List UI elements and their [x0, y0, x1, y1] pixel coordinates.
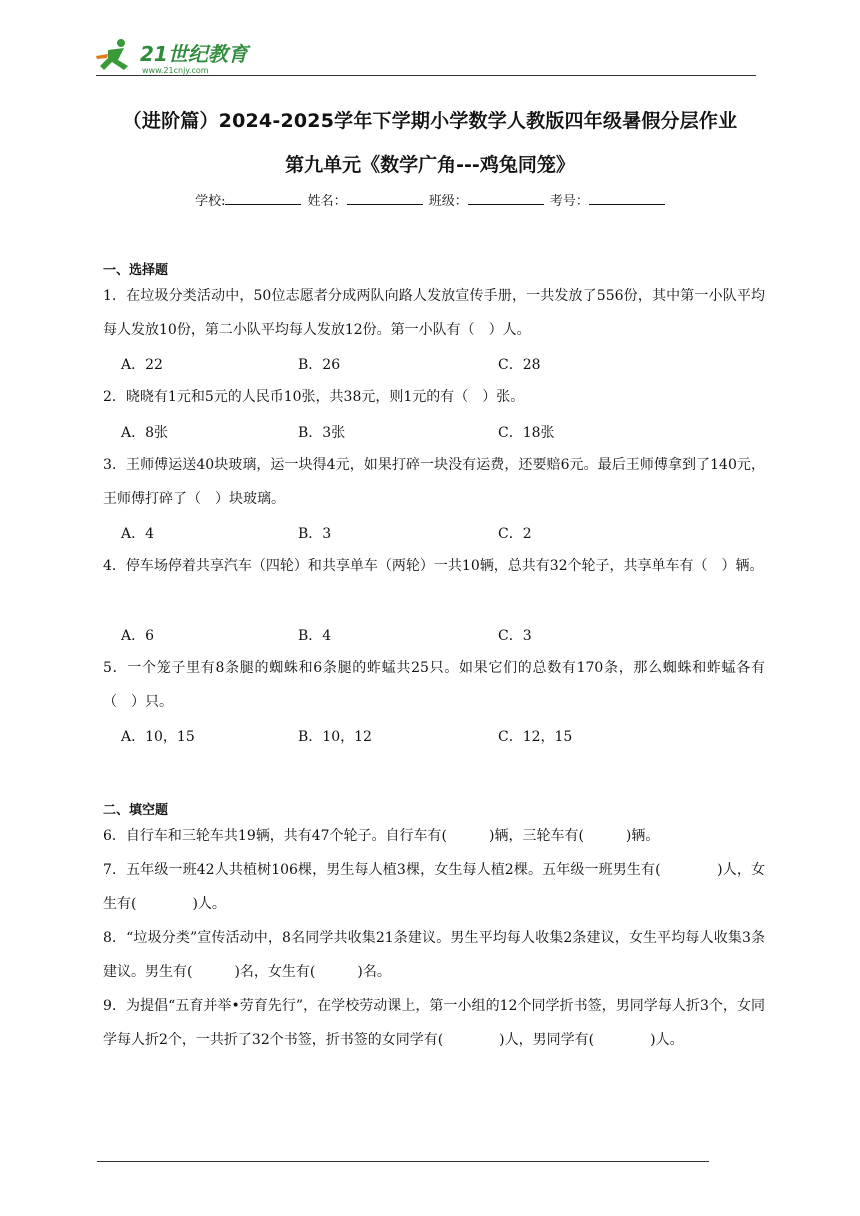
option-a[interactable]: A．10，15 [121, 729, 195, 745]
class-blank[interactable] [468, 192, 544, 205]
class-label: 班级： [428, 194, 468, 209]
school-blank[interactable] [225, 192, 301, 205]
option-b[interactable]: B．26 [298, 357, 341, 373]
option-a[interactable]: A．6 [121, 628, 155, 644]
option-b[interactable]: B．3张 [298, 425, 346, 441]
exam-no-blank[interactable] [589, 192, 665, 205]
school-label: 学校: [195, 194, 226, 209]
option-c[interactable]: C．2 [498, 526, 532, 542]
document-subtitle: 第九单元《数学广角---鸡兔同笼》 [285, 154, 575, 176]
option-b[interactable]: B．3 [298, 526, 332, 542]
header-rule [96, 75, 756, 76]
question-2: 2．晓晓有1元和5元的人民币10张，共38元，则1元的有（ ）张。 [103, 389, 525, 405]
question-1-options [121, 354, 761, 374]
footer-rule [97, 1161, 709, 1162]
question-8: 8．“垃圾分类”宣传活动中，8名同学共收集21条建议。男生平均每人收集2条建议，女生平均每人收集3条建议。男生有( )名，女生有( )名。 [103, 930, 765, 980]
question-3: 3．王师傅运送40块玻璃，运一块得4元，如果打碎一块没有运费，还要赔6元。最后王师傅拿到了140元，王师傅打碎了（ ）块玻璃。 [103, 457, 765, 507]
exam-no-label: 考号： [549, 194, 589, 209]
question-2-options [121, 422, 761, 442]
option-a[interactable]: A．22 [121, 357, 163, 373]
document-title: （进阶篇）2024-2025学年下学期小学数学人教版四年级暑假分层作业 [122, 110, 738, 132]
option-c[interactable]: C．3 [498, 628, 532, 644]
option-b[interactable]: B．10，12 [298, 729, 372, 745]
logo-url: www.21cnjy.com [142, 66, 209, 75]
section-heading-choice: 一、选择题 [103, 263, 169, 278]
question-3-options [121, 523, 761, 543]
option-c[interactable]: C．28 [498, 357, 541, 373]
runner-icon [96, 39, 128, 70]
question-5-options [121, 726, 761, 746]
question-4: 4．停车场停着共享汽车（四轮）和共享单车（两轮）一共10辆，总共有32个轮子，共享单车有（ ）辆。 [103, 558, 764, 574]
question-7: 7．五年级一班42人共植树106棵，男生每人植3棵，女生每人植2棵。五年级一班男生有( )人，女生有( )人。 [103, 862, 765, 912]
question-4-options [121, 625, 761, 645]
question-1: 1．在垃圾分类活动中，50位志愿者分成两队向路人发放宣传手册，一共发放了556份，其中第一小队平均每人发放10份，第二小队平均每人发放12份。第一小队有（ ）人。 [103, 288, 765, 338]
student-info-line [0, 190, 860, 209]
name-blank[interactable] [347, 192, 423, 205]
option-a[interactable]: A．8张 [121, 425, 169, 441]
section-heading-fill: 二、填空题 [103, 803, 169, 818]
name-label: 姓名： [307, 194, 347, 209]
question-9: 9．为提倡“五育并举•劳育先行”，在学校劳动课上，第一小组的12个同学折书签，男同学每人折3个，女同学每人折2个，一共折了32个书签，折书签的女同学有( )人，男同学有( )人。 [103, 998, 765, 1048]
option-a[interactable]: A．4 [121, 526, 155, 542]
option-c[interactable]: C．12，15 [498, 729, 573, 745]
question-5: 5．一个笼子里有8条腿的蜘蛛和6条腿的蚱蜢共25只。如果它们的总数有170条，那么蜘蛛和蚱蜢各有（ ）只。 [103, 660, 765, 710]
logo-text: 21世纪教育 [140, 42, 248, 66]
logo [94, 36, 264, 78]
question-6: 6．自行车和三轮车共19辆，共有47个轮子。自行车有( )辆，三轮车有( )辆。 [103, 828, 660, 844]
option-b[interactable]: B．4 [298, 628, 332, 644]
option-c[interactable]: C．18张 [498, 425, 555, 441]
